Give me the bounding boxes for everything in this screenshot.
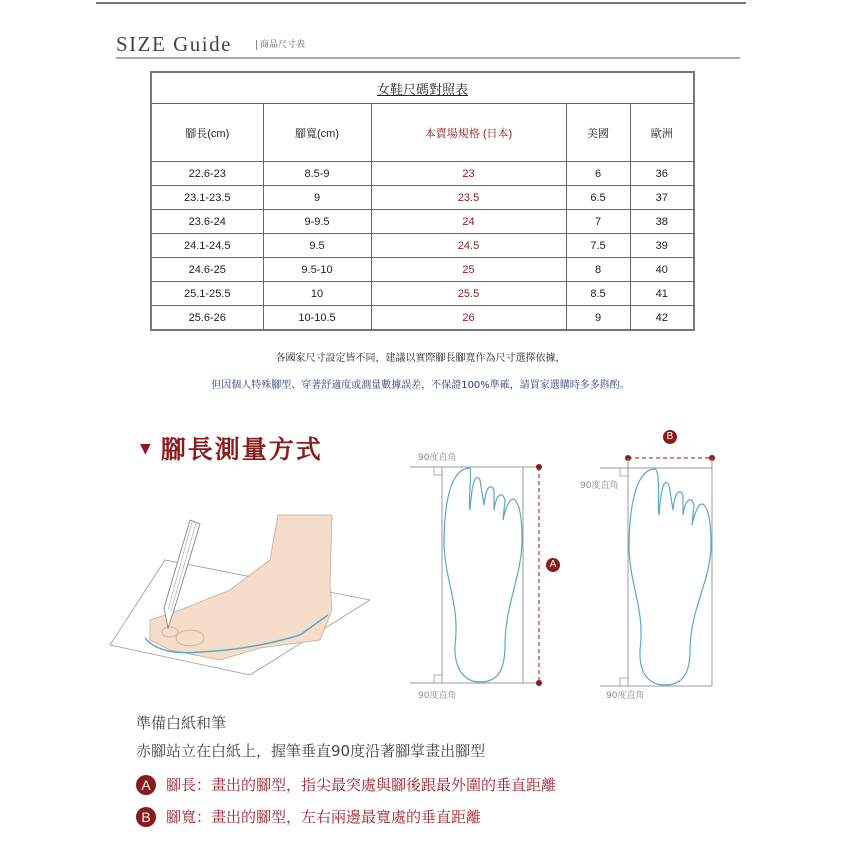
right-angle-label-bottom-b: 90度直角 [606, 691, 645, 701]
col-header-foot-length: 腳長(cm) [151, 104, 263, 162]
cell-jp-size: 23.5 [371, 186, 566, 210]
marker-a-icon: A [136, 775, 156, 795]
size-chart-table [150, 71, 695, 331]
section-title [140, 430, 323, 466]
table-row [151, 282, 694, 306]
cell-foot-length: 24.6-25 [151, 258, 263, 282]
cell-eu-size: 42 [630, 306, 694, 331]
cell-jp-size: 25 [371, 258, 566, 282]
cell-foot-width: 9.5 [263, 234, 371, 258]
cell-jp-size: 24 [371, 210, 566, 234]
cell-foot-width: 9.5-10 [263, 258, 371, 282]
table-row [151, 186, 694, 210]
foot-tracing-illustration [100, 510, 370, 675]
marker-b-icon: B [136, 807, 156, 827]
table-row [151, 258, 694, 282]
cell-us-size: 6.5 [566, 186, 630, 210]
step-1-text: 準備白紙和筆 [136, 714, 227, 732]
bullet-foot-width-text: 腳寬：畫出的腳型，左右兩邊最寬處的垂直距離 [166, 808, 482, 826]
bullet-foot-width [136, 806, 481, 827]
page-title: SIZE Guide [116, 32, 232, 56]
cell-foot-width: 10 [263, 282, 371, 306]
cell-foot-width: 9 [263, 186, 371, 210]
top-divider [96, 2, 746, 4]
cell-us-size: 6 [566, 162, 630, 186]
right-angle-label-top-b: 90度直角 [580, 481, 619, 491]
cell-us-size: 8 [566, 258, 630, 282]
cell-foot-width: 9-9.5 [263, 210, 371, 234]
cell-foot-width: 8.5-9 [263, 162, 371, 186]
col-header-jp-size: 本賣場規格 (日本) [371, 104, 566, 162]
col-header-eu-size: 歐洲 [630, 104, 694, 162]
foot-width-diagram [600, 440, 730, 690]
cell-eu-size: 40 [630, 258, 694, 282]
right-angle-label-bottom: 90度直角 [418, 691, 457, 701]
title-underline [116, 57, 740, 59]
cell-foot-length: 25.6-26 [151, 306, 263, 331]
col-header-us-size: 美國 [566, 104, 630, 162]
cell-foot-length: 23.1-23.5 [151, 186, 263, 210]
cell-eu-size: 37 [630, 186, 694, 210]
table-row [151, 210, 694, 234]
cell-us-size: 9 [566, 306, 630, 331]
cell-jp-size: 23 [371, 162, 566, 186]
marker-b-icon: B [663, 430, 677, 444]
bullet-foot-length [136, 774, 556, 795]
table-caption: 女鞋尺碼對照表 [151, 72, 694, 104]
marker-a-icon: A [546, 558, 560, 572]
cell-eu-size: 38 [630, 210, 694, 234]
cell-foot-length: 23.6-24 [151, 210, 263, 234]
col-header-foot-width: 腳寬(cm) [263, 104, 371, 162]
foot-length-diagram [410, 445, 560, 690]
note-line-1: 各國家尺寸設定皆不同，建議以實際腳長腳寬作為尺寸選擇依據， [275, 353, 566, 364]
cell-us-size: 7 [566, 210, 630, 234]
cell-foot-width: 10-10.5 [263, 306, 371, 331]
bullet-foot-length-text: 腳長：畫出的腳型，指尖最突處與腳後跟最外圍的垂直距離 [166, 776, 557, 794]
cell-eu-size: 41 [630, 282, 694, 306]
table-row [151, 234, 694, 258]
note-line-2: 但因個人特殊腳型、穿著舒適度或測量數據誤差，不保證100%準確，請買家選購時多多斟酌。 [211, 380, 630, 391]
cell-foot-length: 22.6-23 [151, 162, 263, 186]
section-title-text: 腳長測量方式 [160, 435, 323, 464]
cell-foot-length: 25.1-25.5 [151, 282, 263, 306]
cell-jp-size: 25.5 [371, 282, 566, 306]
right-angle-label-top: 90度直角 [418, 453, 457, 463]
table-row [151, 306, 694, 331]
cell-us-size: 7.5 [566, 234, 630, 258]
cell-jp-size: 26 [371, 306, 566, 331]
step-2-text: 赤腳站立在白紙上，握筆垂直90度沿著腳掌畫出腳型 [136, 742, 486, 760]
cell-foot-length: 24.1-24.5 [151, 234, 263, 258]
table-row [151, 162, 694, 186]
page-subtitle: 商品尺寸表 [256, 40, 305, 50]
cell-eu-size: 36 [630, 162, 694, 186]
cell-jp-size: 24.5 [371, 234, 566, 258]
cell-us-size: 8.5 [566, 282, 630, 306]
cell-eu-size: 39 [630, 234, 694, 258]
triangle-down-icon: ▼ [140, 441, 153, 457]
